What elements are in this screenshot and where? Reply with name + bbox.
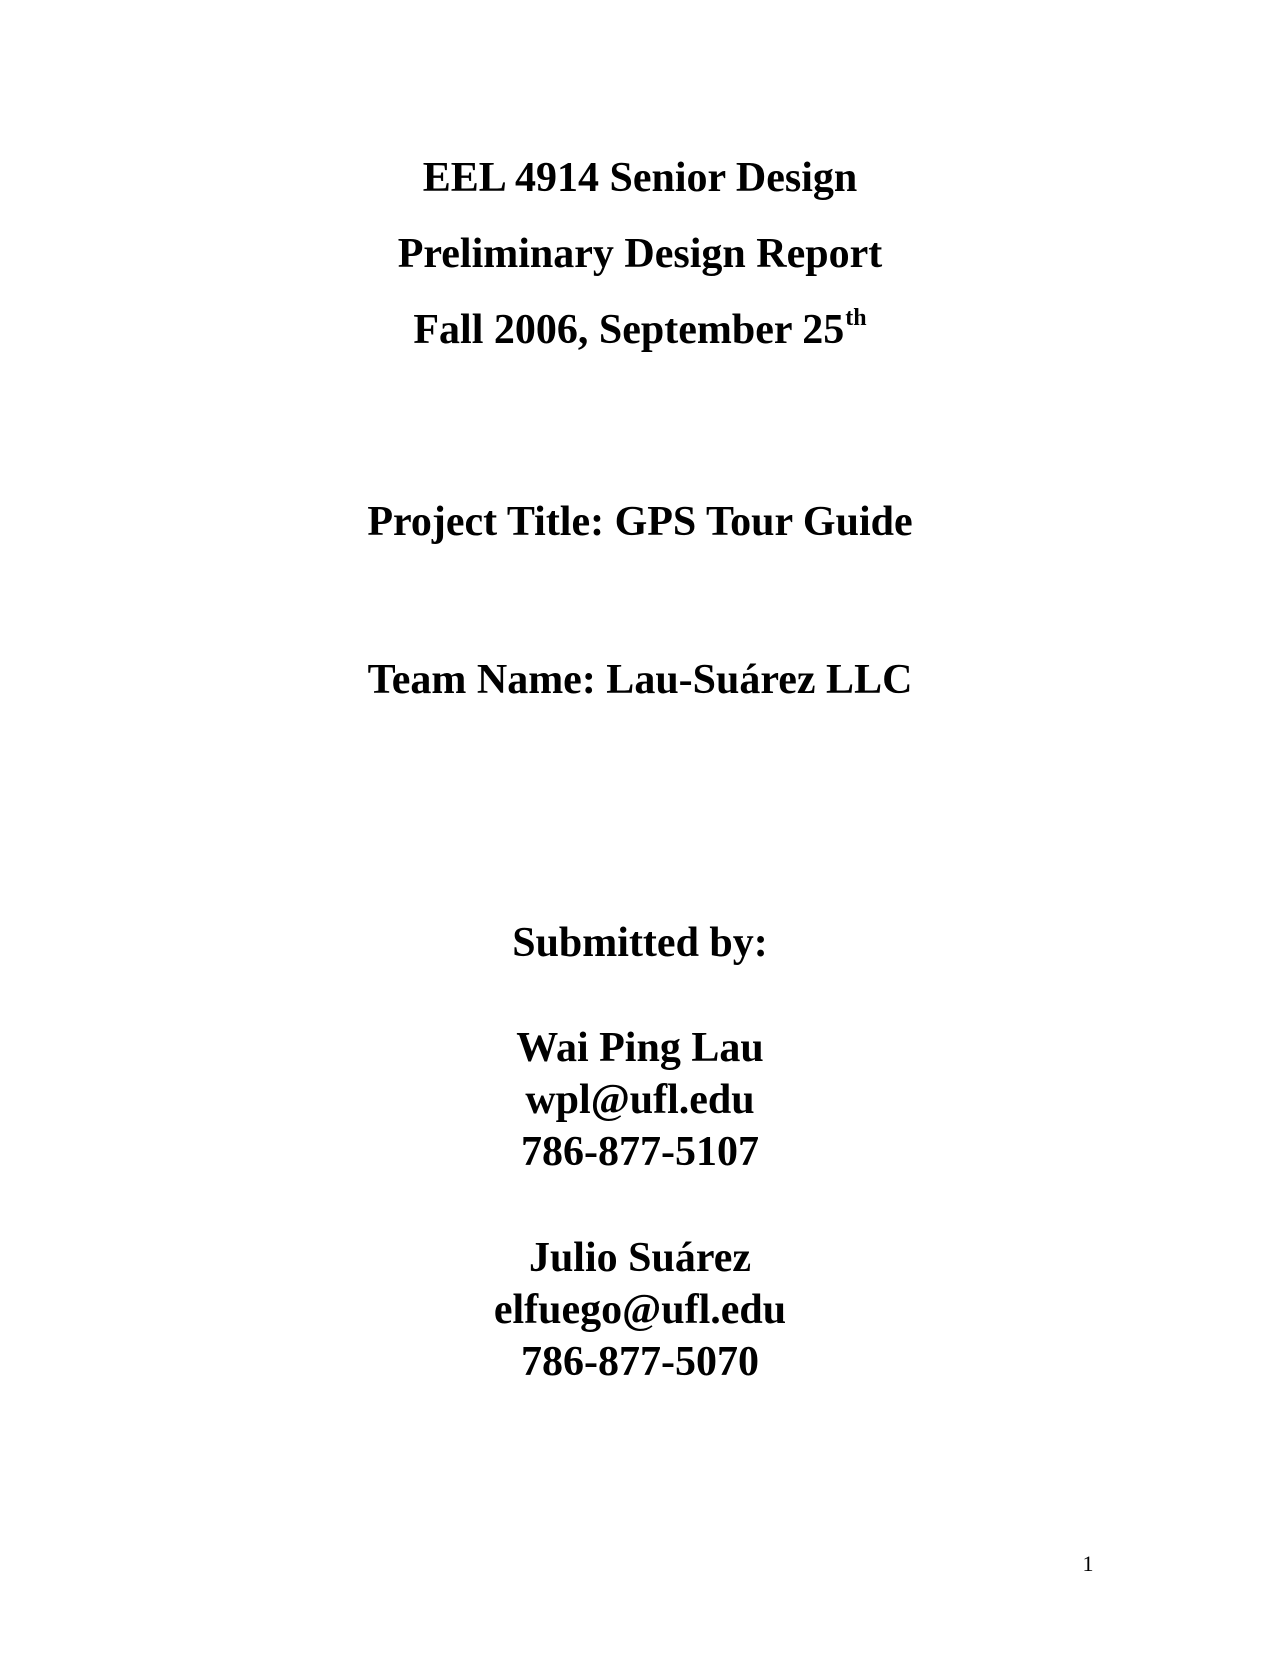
- page-number: 1: [1082, 1551, 1094, 1576]
- member-1-name: Wai Ping Lau: [516, 1025, 764, 1071]
- report-date: [0, 304, 1280, 362]
- member-2-email: elfuego@ufl.edu: [493, 1287, 787, 1333]
- member-2-name: Julio Suárez: [528, 1235, 752, 1281]
- member-2-phone: 786-877-5070: [521, 1339, 759, 1385]
- report-type: Preliminary Design Report: [397, 231, 883, 277]
- report-date-suffix: th: [845, 305, 867, 331]
- member-1-phone: 786-877-5107: [521, 1129, 759, 1175]
- report-date-main: Fall 2006, September 25: [413, 307, 845, 353]
- course-title: EEL 4914 Senior Design: [422, 155, 858, 201]
- project-title: Project Title: GPS Tour Guide: [367, 499, 913, 545]
- submitted-by-label: Submitted by:: [512, 920, 768, 966]
- team-name: Team Name: Lau-Suárez LLC: [367, 657, 913, 703]
- member-1-email: wpl@ufl.edu: [525, 1077, 755, 1123]
